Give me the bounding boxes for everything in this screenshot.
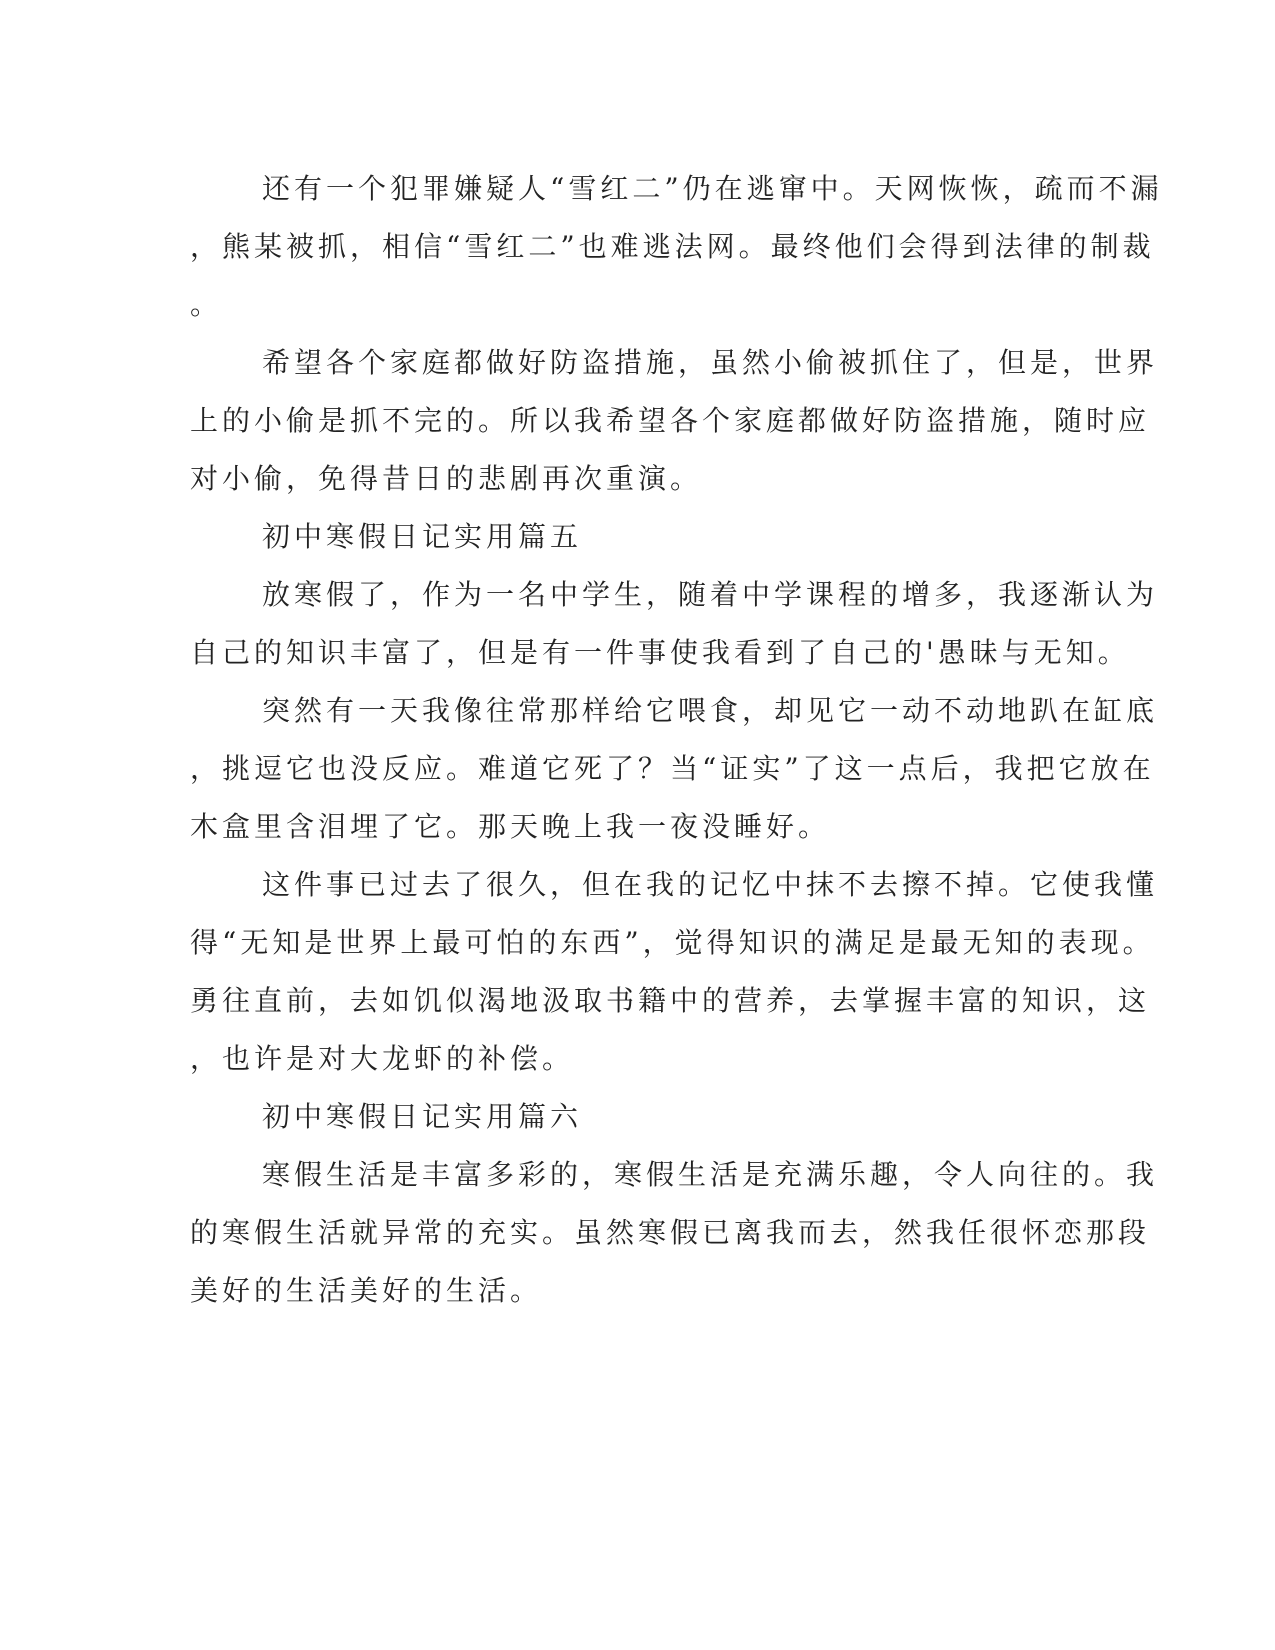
paragraph-line: 上的小偷是抓不完的。所以我希望各个家庭都做好防盗措施，随时应 [190,404,1151,437]
paragraph-line: 勇往直前，去如饥似渴地汲取书籍中的营养，去掌握丰富的知识，这 [190,984,1151,1017]
paragraph-line: 。 [190,288,223,321]
paragraph-line: 木盒里含泪埋了它。那天晚上我一夜没睡好。 [190,810,831,843]
paragraph-line: 还有一个犯罪嫌疑人“雪红二”仍在逃窜中。天网恢恢，疏而不漏 [262,172,1163,205]
paragraph-line: 的寒假生活就异常的充实。虽然寒假已离我而去，然我任很怀恋那段 [190,1216,1151,1249]
document-body [190,160,1163,1320]
paragraph-line: 自己的知识丰富了，但是有一件事使我看到了自己的'愚昧与无知。 [190,636,1130,669]
paragraph-line: 寒假生活是丰富多彩的，寒假生活是充满乐趣，令人向往的。我 [262,1158,1159,1191]
paragraph-line: 这件事已过去了很久，但在我的记忆中抹不去擦不掉。它使我懂 [262,868,1159,901]
section-heading: 初中寒假日记实用篇六 [262,1100,583,1133]
paragraph-line: 得“无知是世界上最可怕的东西”，觉得知识的满足是最无知的表现。 [190,926,1155,959]
paragraph-line: 对小偷，免得昔日的悲剧再次重演。 [190,462,703,495]
paragraph-line: 放寒假了，作为一名中学生，随着中学课程的增多，我逐渐认为 [262,578,1159,611]
paragraph-line: ，也许是对大龙虾的补偿。 [190,1042,575,1075]
paragraph-line: 突然有一天我像往常那样给它喂食，却见它一动不动地趴在缸底 [262,694,1159,727]
paragraph-line: ，挑逗它也没反应。难道它死了？当“证实”了这一点后，我把它放在 [190,752,1155,785]
paragraph-line: 希望各个家庭都做好防盗措施，虽然小偷被抓住了，但是，世界 [262,346,1159,379]
section-heading: 初中寒假日记实用篇五 [262,520,583,553]
paragraph-line: ，熊某被抓，相信“雪红二”也难逃法网。最终他们会得到法律的制裁 [190,230,1155,263]
paragraph-line: 美好的生活美好的生活。 [190,1274,543,1307]
